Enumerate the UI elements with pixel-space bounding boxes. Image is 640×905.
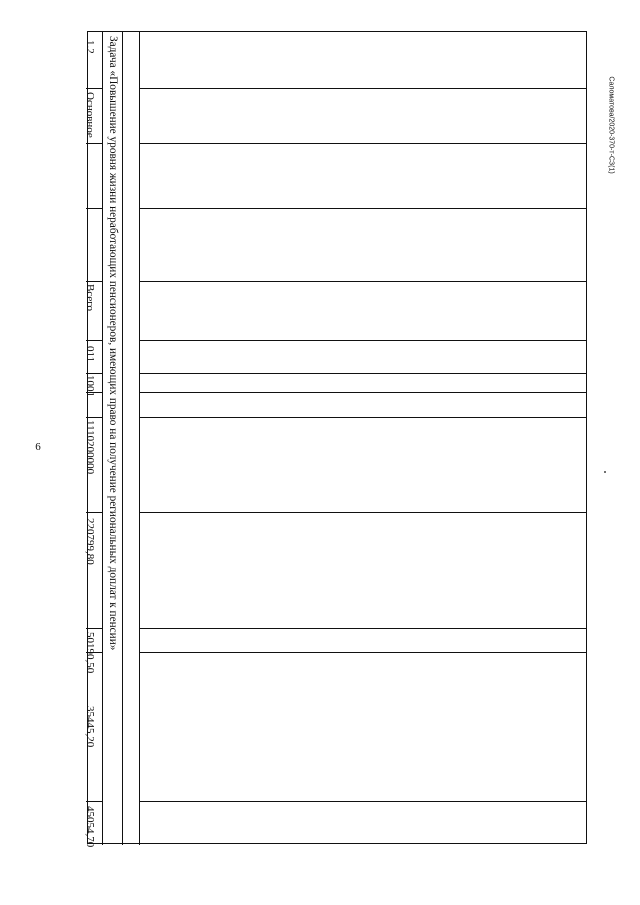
column-rule-9-bottom	[86, 88, 103, 89]
row-total: 220799,80	[84, 518, 96, 565]
task-row-text: Задача «Повышение уровня жизни неработающих пенсионеров, имеющих право на получение региональных доплат к пенсии»	[107, 36, 119, 651]
inner-rule-b	[140, 652, 586, 653]
inner-rule-c-bottom	[86, 417, 103, 418]
document-stamp-text: Саломатова/2020-370-т-СЗ(1)	[607, 76, 615, 174]
row-executor: Всего	[84, 284, 96, 311]
column-rule-2	[140, 512, 586, 513]
inner-rule-a-bottom	[86, 801, 103, 802]
row-year-1: 50190,50	[84, 632, 96, 674]
column-rule-8	[140, 143, 586, 144]
task-row-bottom-rule	[102, 32, 103, 845]
column-rule-4-bottom	[86, 373, 103, 374]
column-rule-1	[140, 628, 586, 629]
column-rule-5-bottom	[86, 340, 103, 341]
task-row-top-rule	[122, 32, 123, 845]
row-grbs: 011	[84, 346, 96, 363]
row-year-5: 45054,70	[84, 806, 96, 848]
page-number: 6	[35, 441, 41, 453]
budget-table	[84, 31, 587, 848]
column-rule-1-bottom	[86, 628, 103, 629]
row-year-2: 35445,20	[84, 706, 96, 748]
column-rule-7-bottom	[86, 208, 103, 209]
row-number: 1.2	[84, 40, 96, 54]
column-rule-9	[140, 88, 586, 89]
column-rule-6-bottom	[86, 281, 103, 282]
row-csr: 1110200000	[84, 420, 96, 475]
inner-rule-a	[140, 801, 586, 802]
previous-row-description-block	[140, 187, 586, 477]
row-name: Основное	[84, 92, 96, 138]
row-rzpr: 1001	[84, 375, 96, 397]
column-rule-2-bottom	[86, 512, 103, 513]
